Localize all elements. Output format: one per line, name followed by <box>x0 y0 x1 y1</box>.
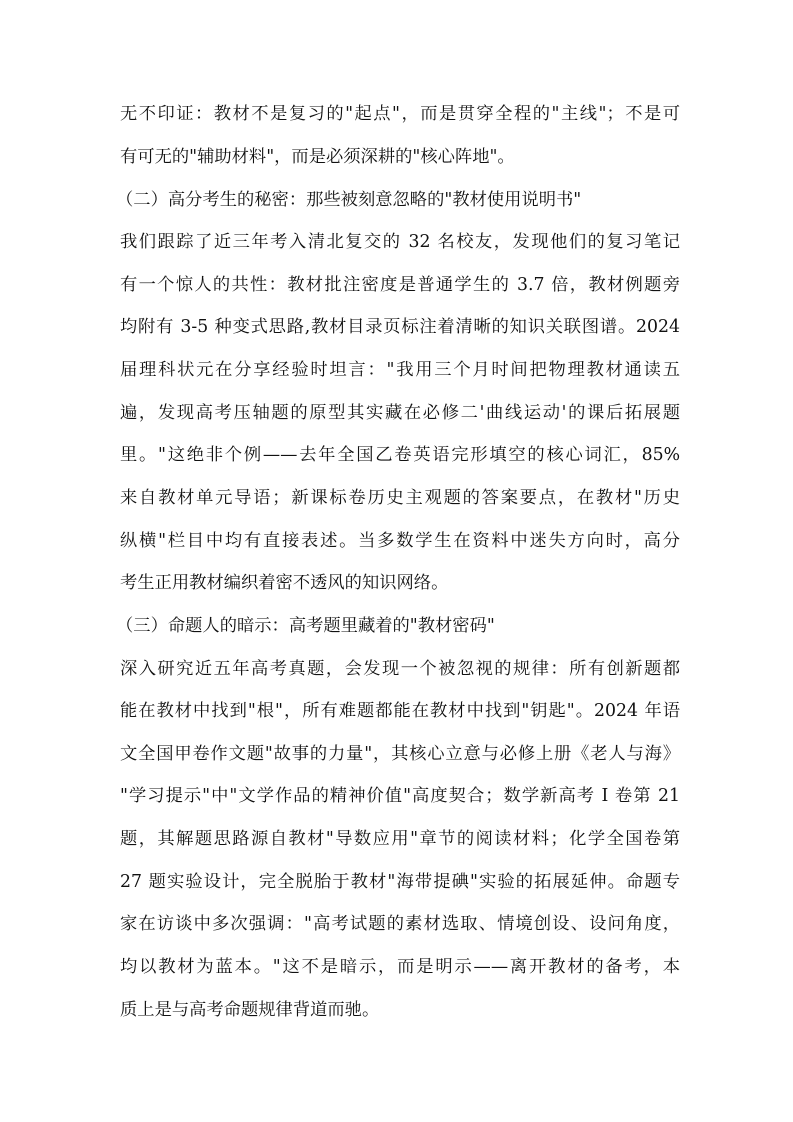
body-text-line: 我们跟踪了近三年考入清北复交的 32 名校友，发现他们的复习笔记 <box>120 232 680 252</box>
body-text-line: 无不印证：教材不是复习的"起点"，而是贯穿全程的"主线"；不是可 <box>120 104 680 124</box>
body-text-line: 考生正用教材编织着密不透风的知识网络。 <box>120 573 449 593</box>
body-text-line: 里。"这绝非个例——去年全国乙卷英语完形填空的核心词汇，85% <box>120 445 680 465</box>
body-text-line: 来自教材单元导语；新课标卷历史主观题的答案要点，在教材"历史 <box>120 488 680 508</box>
body-text-line: 有可无的"辅助材料"，而是必须深耕的"核心阵地"。 <box>120 147 515 167</box>
body-text-line: 能在教材中找到"根"，所有难题都能在教材中找到"钥匙"。2024 年语 <box>120 701 680 721</box>
body-text-line: 均附有 3-5 种变式思路,教材目录页标注着清晰的知识关联图谱。2024 <box>120 317 680 337</box>
body-text-line: 深入研究近五年高考真题，会发现一个被忽视的规律：所有创新题都 <box>120 659 680 679</box>
body-text-line: 文全国甲卷作文题"故事的力量"，其核心立意与必修上册《老人与海》 <box>120 744 680 764</box>
body-text-line: 质上是与高考命题规律背道而驰。 <box>120 1000 380 1020</box>
section-heading: （二）高分考生的秘密：那些被刻意忽略的"教材使用说明书" <box>116 190 582 210</box>
body-text-line: 题，其解题思路源自教材"导数应用"章节的阅读材料；化学全国卷第 <box>120 829 680 849</box>
body-text-line: 纵横"栏目中均有直接表述。当多数学生在资料中迷失方向时，高分 <box>120 531 680 551</box>
body-text-line: 家在访谈中多次强调："高考试题的素材选取、情境创设、设问角度， <box>120 914 680 934</box>
body-text-line: 遍，发现高考压轴题的原型其实藏在必修二'曲线运动'的课后拓展题 <box>120 403 680 423</box>
section-heading: （三）命题人的暗示：高考题里藏着的"教材密码" <box>116 616 495 636</box>
body-text-line: 27 题实验设计，完全脱胎于教材"海带提碘"实验的拓展延伸。命题专 <box>120 872 680 892</box>
body-text-line: "学习提示"中"文学作品的精神价值"高度契合；数学新高考 I 卷第 21 <box>120 786 680 806</box>
body-text-line: 届理科状元在分享经验时坦言："我用三个月时间把物理教材通读五 <box>120 360 680 380</box>
body-text-line: 有一个惊人的共性：教材批注密度是普通学生的 3.7 倍，教材例题旁 <box>120 275 680 295</box>
body-text-line: 均以教材为蓝本。"这不是暗示，而是明示——离开教材的备考，本 <box>120 957 680 977</box>
